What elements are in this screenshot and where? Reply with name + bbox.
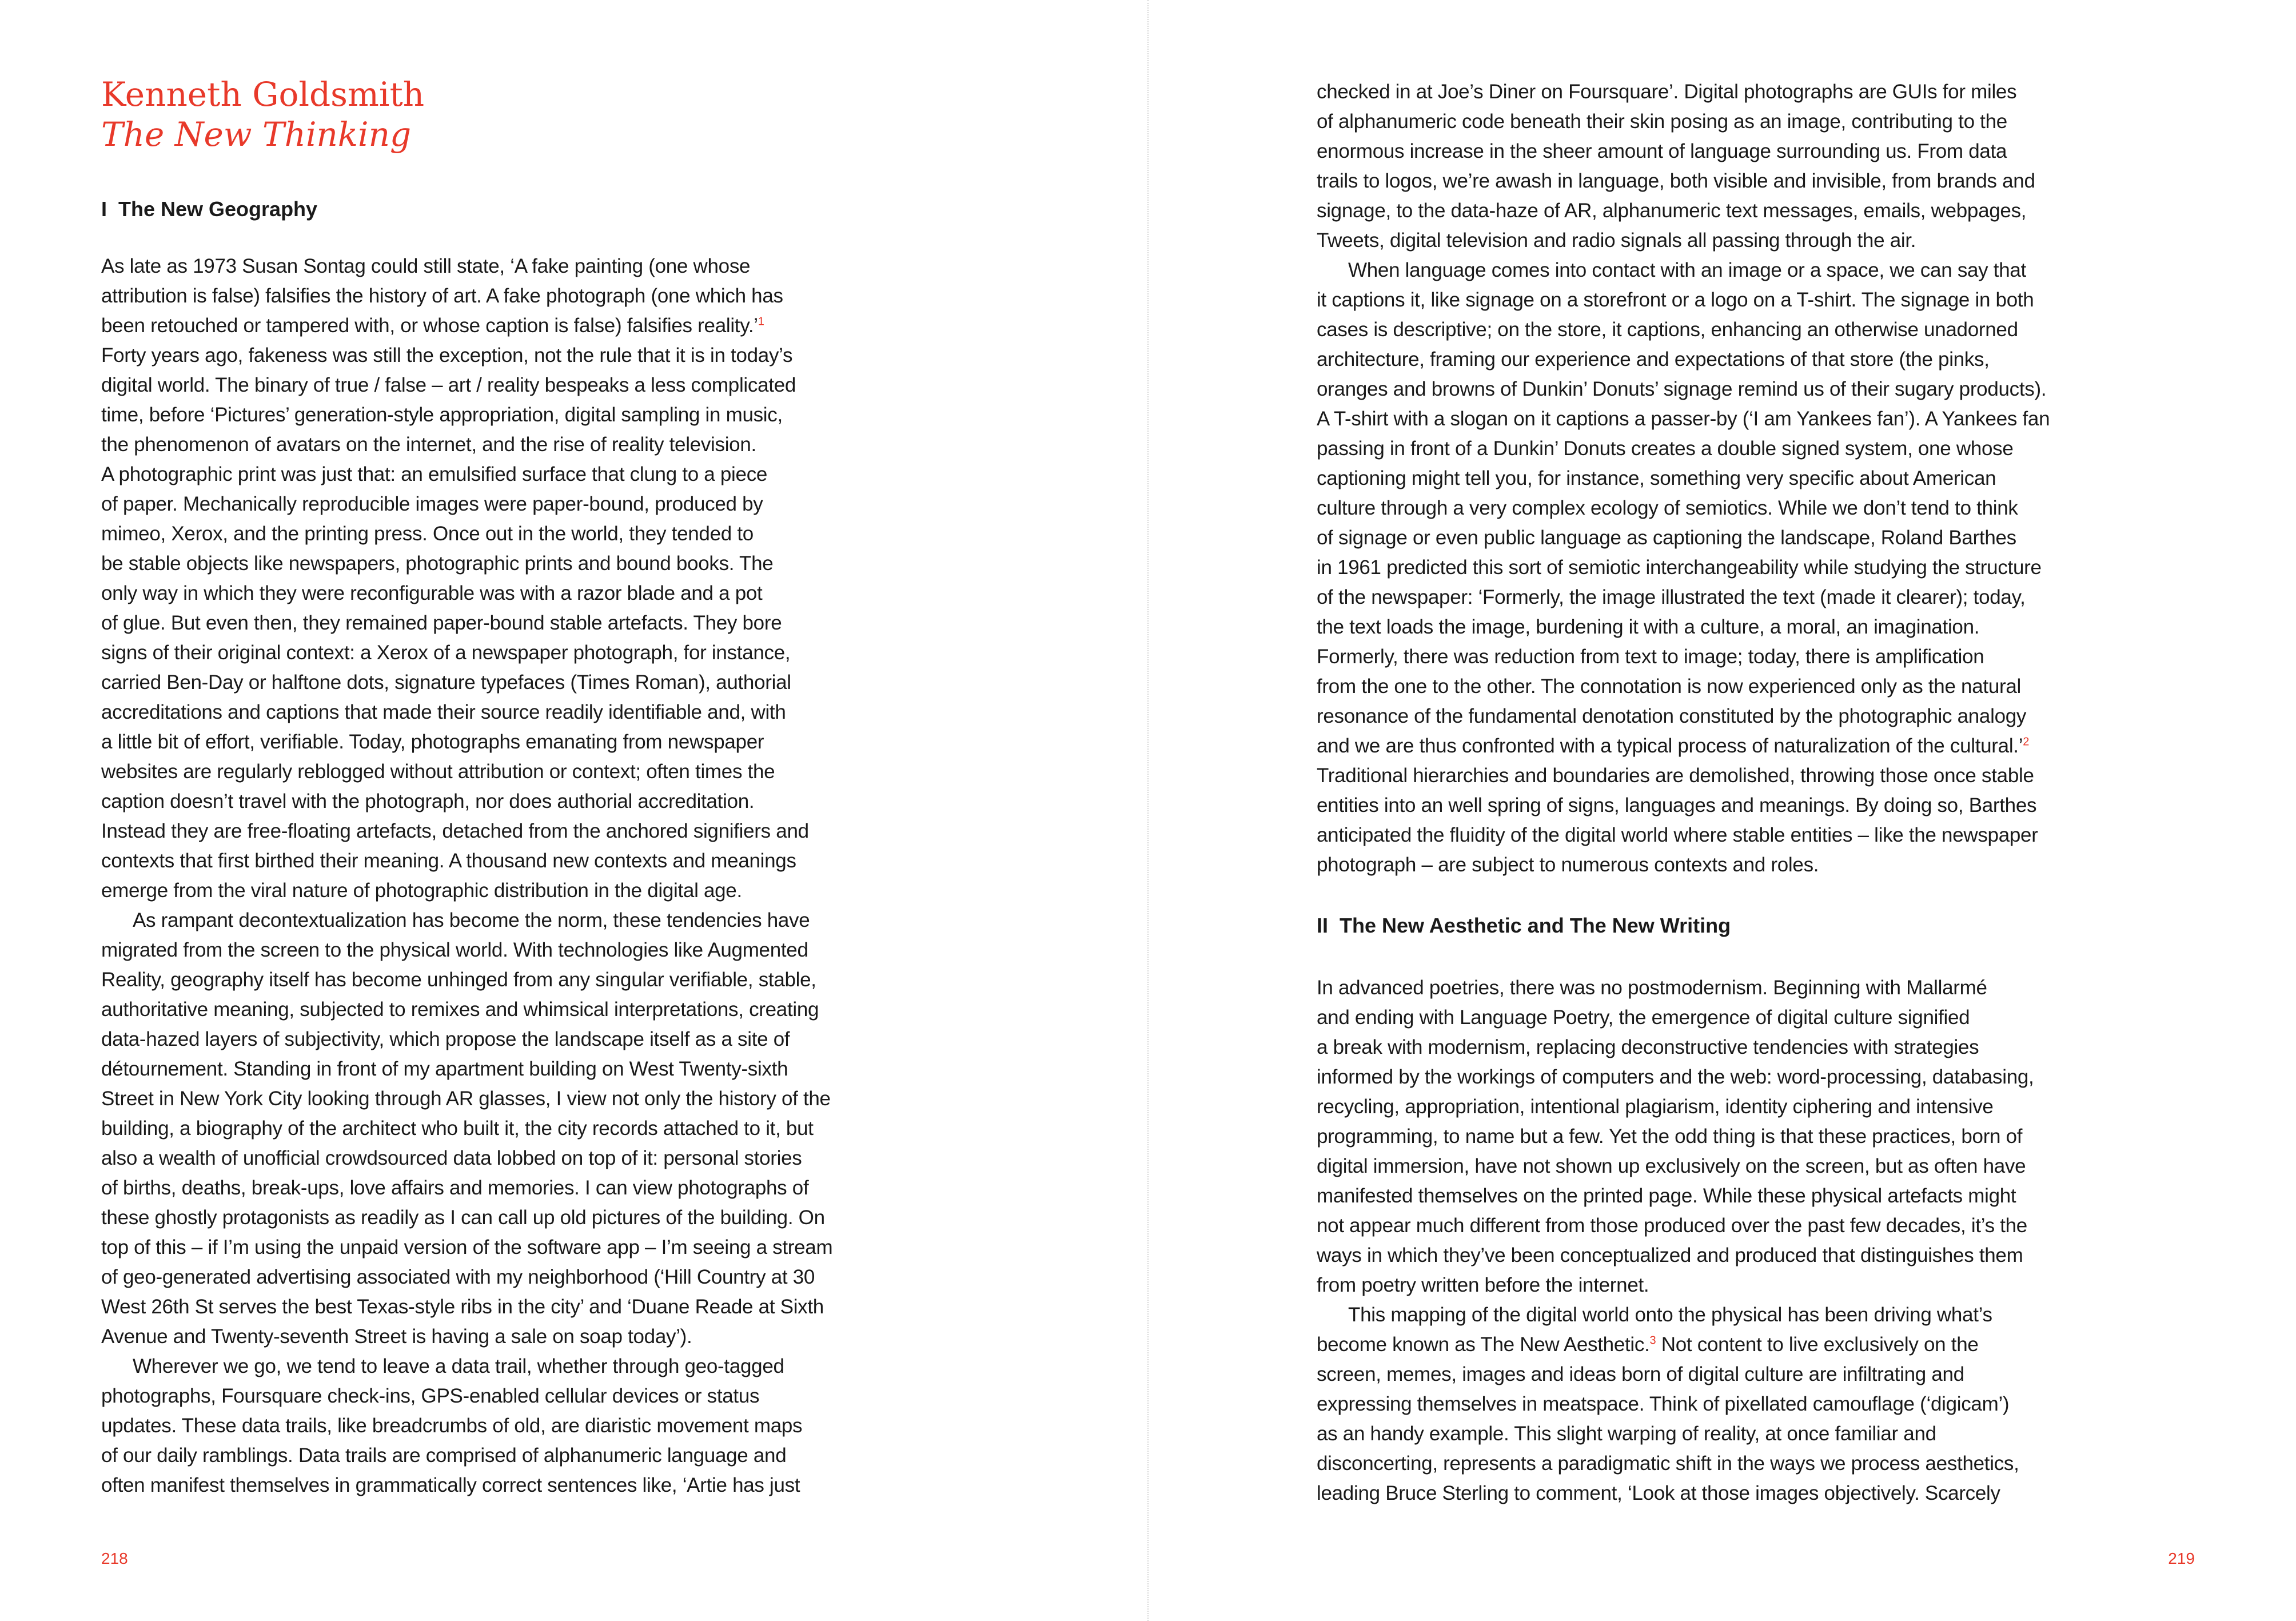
- text-line: updates. These data trails, like breadcrumbs of old, are diaristic movement maps: [101, 1415, 803, 1437]
- text-line: As late as 1973 Susan Sontag could still state, ‘A fake painting (one whose: [101, 255, 751, 277]
- text-line: signage, to the data-haze of AR, alphanumeric text messages, emails, webpages,: [1317, 200, 2027, 222]
- text-line: enormous increase in the sheer amount of language surrounding us. From data: [1317, 140, 2007, 162]
- text-line: of signage or even public language as captioning the landscape, Roland Barthes: [1317, 527, 2016, 549]
- text-line: digital world. The binary of true / false – art / reality bespeaks a less complicated: [101, 374, 796, 396]
- text-line: top of this – if I’m using the unpaid version of the software app – I’m seeing a stream: [101, 1236, 833, 1258]
- text-line: also a wealth of unofficial crowdsourced data lobbed on top of it: personal stories: [101, 1147, 802, 1169]
- text-line: A T-shirt with a slogan on it captions a passer-by (‘I am Yankees fan’). A Yankees fan: [1317, 408, 2050, 430]
- text-line: informed by the workings of computers and the web: word-processing, databasing,: [1317, 1066, 2034, 1088]
- text-line: from poetry written before the internet.: [1317, 1274, 1649, 1296]
- text-line: carried Ben-Day or halftone dots, signature typefaces (Times Roman), authorial: [101, 671, 791, 694]
- text-line: Avenue and Twenty-seventh Street is having a sale on soap today’).: [101, 1325, 692, 1348]
- text-line: building, a biography of the architect who built it, the city records attached to it, but: [101, 1117, 814, 1140]
- text-line: data-hazed layers of subjectivity, which propose the landscape itself as a site of: [101, 1028, 790, 1050]
- text-line: Instead they are free-floating artefacts, detached from the anchored signifiers and: [101, 820, 809, 842]
- text-line: digital immersion, have not shown up exclusively on the screen, but as often have: [1317, 1155, 2026, 1177]
- text-line: accreditations and captions that made their source readily identifiable and, with: [101, 701, 786, 723]
- text-line: and we are thus confronted with a typical process of naturalization of the cultural.’$^2$: [1317, 735, 2030, 757]
- footnote-marker[interactable]: 3: [1649, 1334, 1656, 1347]
- text-line: West 26th St serves the best Texas-style ribs in the city’ and ‘Duane Reade at Sixth: [101, 1296, 824, 1318]
- text-line: architecture, framing our experience and expectations of that store (the pinks,: [1317, 348, 1990, 371]
- page-number: 218: [101, 1550, 128, 1567]
- text-line: As rampant decontextualization has become the norm, these tendencies have: [133, 909, 810, 931]
- text-line: anticipated the fluidity of the digital world where stable entities – like the newspaper: [1317, 824, 2038, 846]
- text-line: time, before ‘Pictures’ generation-style appropriation, digital sampling in music,: [101, 404, 783, 426]
- text-line: photograph – are subject to numerous contexts and roles.: [1317, 854, 1819, 876]
- text-line: checked in at Joe’s Diner on Foursquare’. Digital photographs are GUIs for miles: [1317, 81, 2017, 103]
- text-line: been retouched or tampered with, or whose caption is false) falsifies reality.’$^1$: [101, 314, 764, 337]
- text-line: not appear much different from those produced over the past few decades, it’s the: [1317, 1214, 2027, 1237]
- body-text: [101, 252, 993, 1500]
- text-line: culture through a very complex ecology of semiotics. While we don’t tend to think: [1317, 497, 2018, 519]
- text-line: screen, memes, images and ideas born of digital culture are infiltrating and: [1317, 1363, 1964, 1385]
- section-heading: II The New Aesthetic and The New Writing: [1317, 914, 1731, 937]
- text-line: expressing themselves in meatspace. Think of pixellated camouflage (‘digicam’): [1317, 1393, 2010, 1415]
- text-line: ways in which they’ve been conceptualized and produced that distinguishes them: [1317, 1244, 2023, 1266]
- text-line: from the one to the other. The connotation is now experienced only as the natural: [1317, 675, 2021, 698]
- text-line: Tweets, digital television and radio signals all passing through the air.: [1317, 229, 1916, 252]
- text-line: a break with modernism, replacing deconstructive tendencies with strategies: [1317, 1036, 1979, 1058]
- text-line: programming, to name but a few. Yet the odd thing is that these practices, born of: [1317, 1125, 2023, 1148]
- text-line: and ending with Language Poetry, the emergence of digital culture signified: [1317, 1006, 1970, 1029]
- text-line: the text loads the image, burdening it with a culture, a moral, an imagination.: [1317, 616, 1980, 638]
- text-line: détournement. Standing in front of my apartment building on West Twenty-sixth: [101, 1058, 788, 1080]
- text-line: signs of their original context: a Xerox of a newspaper photograph, for instance,: [101, 642, 791, 664]
- text-line: A photographic print was just that: an emulsified surface that clung to a piece: [101, 463, 768, 485]
- text-line: be stable objects like newspapers, photographic prints and bound books. The: [101, 552, 774, 575]
- text-line: Wherever we go, we tend to leave a data trail, whether through geo-tagged: [133, 1355, 784, 1377]
- text-line: of births, deaths, break-ups, love affairs and memories. I can view photographs of: [101, 1177, 809, 1199]
- text-line: authoritative meaning, subjected to remixes and whimsical interpretations, creating: [101, 998, 819, 1021]
- text-line: the phenomenon of avatars on the internet, and the rise of reality television.: [101, 433, 756, 456]
- text-line: caption doesn’t travel with the photograph, nor does authorial accreditation.: [101, 790, 755, 813]
- text-line: Traditional hierarchies and boundaries are demolished, throwing those once stable: [1317, 764, 2034, 787]
- text-line: websites are regularly reblogged without attribution or context; often times the: [101, 760, 775, 783]
- essay-header: [101, 74, 424, 154]
- text-line: in 1961 predicted this sort of semiotic interchangeability while studying the structure: [1317, 556, 2042, 579]
- text-line: of glue. But even then, they remained paper-bound stable artefacts. They bore: [101, 612, 782, 634]
- text-line: trails to logos, we’re awash in language, both visible and invisible, from brands and: [1317, 170, 2035, 192]
- text-line: of our daily ramblings. Data trails are comprised of alphanumeric language and: [101, 1444, 787, 1467]
- text-line: Formerly, there was reduction from text to image; today, there is amplification: [1317, 646, 1984, 668]
- text-line: emerge from the viral nature of photographic distribution in the digital age.: [101, 879, 742, 902]
- essay-title: The New Thinking: [101, 115, 412, 154]
- footnote-marker[interactable]: 1: [758, 315, 764, 328]
- text-line: oranges and browns of Dunkin’ Donuts’ signage remind us of their sugary products).: [1317, 378, 2047, 400]
- right-page: [1148, 0, 2296, 1621]
- text-line: disconcerting, represents a paradigmatic shift in the ways we process aesthetics,: [1317, 1452, 2019, 1475]
- text-line: resonance of the fundamental denotation constituted by the photographic analogy: [1317, 705, 2027, 727]
- text-line: only way in which they were reconfigurable was with a razor blade and a pot: [101, 582, 763, 604]
- text-line: often manifest themselves in grammatically correct sentences like, ‘Artie has just: [101, 1474, 800, 1496]
- author-name: Kenneth Goldsmith: [101, 75, 425, 114]
- text-line: attribution is false) falsifies the history of art. A fake photograph (one which has: [101, 285, 783, 307]
- body-text: [1317, 77, 2209, 880]
- text-line: mimeo, Xerox, and the printing press. Once out in the world, they tended to: [101, 523, 754, 545]
- section-heading: I The New Geography: [101, 197, 318, 221]
- text-line: migrated from the screen to the physical world. With technologies like Augmented: [101, 939, 808, 961]
- text-line: contexts that first birthed their meaning. A thousand new contexts and meanings: [101, 850, 796, 872]
- text-line: cases is descriptive; on the store, it captions, enhancing an otherwise unadorned: [1317, 318, 2018, 341]
- text-line: photographs, Foursquare check-ins, GPS-enabled cellular devices or status: [101, 1385, 760, 1407]
- text-line: This mapping of the digital world onto the physical has been driving what’s: [1348, 1304, 1992, 1326]
- text-line: as an handy example. This slight warping of reality, at once familiar and: [1317, 1423, 1936, 1445]
- text-line: of geo-generated advertising associated with my neighborhood (‘Hill Country at 30: [101, 1266, 815, 1288]
- text-line: captioning might tell you, for instance, something very specific about American: [1317, 467, 1996, 489]
- text-line: manifested themselves on the printed page. While these physical artefacts might: [1317, 1185, 2016, 1207]
- text-line: recycling, appropriation, intentional plagiarism, identity ciphering and intensive: [1317, 1096, 1994, 1118]
- text-line: passing in front of a Dunkin’ Donuts creates a double signed system, one whose: [1317, 437, 2014, 460]
- text-line: of the newspaper: ‘Formerly, the image illustrated the text (made it clearer); today,: [1317, 586, 2026, 608]
- text-line: Forty years ago, fakeness was still the exception, not the rule that it is in today’s: [101, 344, 793, 367]
- text-line: leading Bruce Sterling to comment, ‘Look at those images objectively. Scarcely: [1317, 1482, 2000, 1504]
- text-line: Reality, geography itself has become unhinged from any singular verifiable, stable,: [101, 969, 816, 991]
- text-line: When language comes into contact with an image or a space, we can say that: [1348, 259, 2026, 281]
- text-line: Street in New York City looking through AR glasses, I view not only the history of the: [101, 1088, 831, 1110]
- text-line: a little bit of effort, verifiable. Today, photographs emanating from newspaper: [101, 731, 764, 753]
- body-text: [1317, 973, 2209, 1508]
- text-line: entities into an well spring of signs, languages and meanings. By doing so, Barthes: [1317, 794, 2037, 817]
- text-line: of paper. Mechanically reproducible images were paper-bound, produced by: [101, 493, 763, 515]
- text-line: In advanced poetries, there was no postmodernism. Beginning with Mallarmé: [1317, 977, 1987, 999]
- footnote-marker[interactable]: 2: [2023, 735, 2030, 748]
- text-line: of alphanumeric code beneath their skin posing as an image, contributing to the: [1317, 110, 2007, 133]
- text-line: these ghostly protagonists as readily as I can call up old pictures of the building. On: [101, 1206, 825, 1229]
- text-line: become known as The New Aesthetic.$^3$ Not content to live exclusively on the: [1317, 1333, 1979, 1356]
- page-number: 219: [2168, 1550, 2195, 1567]
- text-line: it captions it, like signage on a storefront or a logo on a T-shirt. The signage in both: [1317, 289, 2034, 311]
